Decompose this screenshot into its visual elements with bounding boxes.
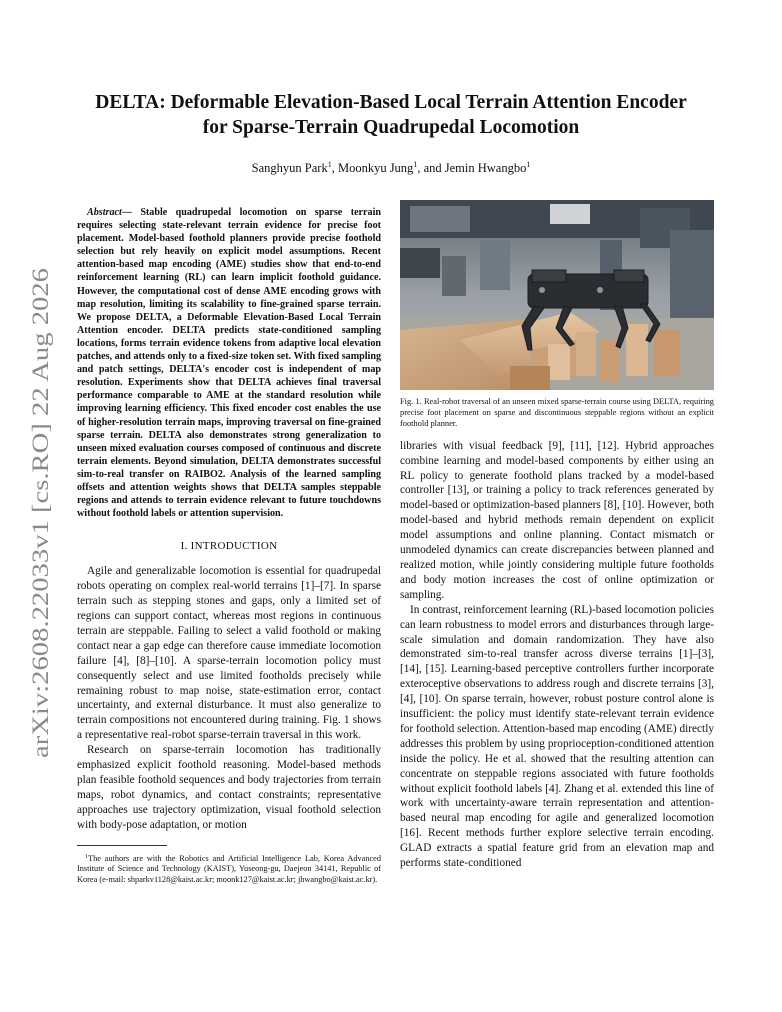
section-title-first-letter: I (190, 540, 195, 553)
right-paragraph-1: libraries with visual feedback [9], [11], [12]. Hybrid approaches combine learning and model-based components by either using an RL policy to generate foothold plans tracked by a model-based controller [13], or training a policy to track references generated by model-based or optimization-based planners [8], [10]. However, both model-based and hybrid methods remain dependent on explicit model assumptions and online planning. Contact mismatch or unmodeled dynamics can create discrepancies between planned and realized motion, while jointly considering multiple future footholds and body motion increases the cost of online optimization or sampling. (400, 439, 714, 601)
intro-paragraph-2: Research on sparse-terrain locomotion has traditionally emphasized explicit foothold reasoning. Model-based methods plan feasible foothold sequences and body trajectories from terrain maps, robot dynamics, and contact constraints; representative approaches use trajectory optimization, visual foothold selection with body-pose adaptation, or motion (77, 744, 381, 831)
left-column (77, 206, 381, 886)
footnote-text: The authors are with the Robotics and Artificial Intelligence Lab, Korea Advanced Institute of Science and Technology (KAIST), Yuseong-gu, Daejeon 34141, Republic of Korea (e-mail: shparkv1128@kaist.ac.kr; moonk127@kaist.ac.kr; jhwangbo@kaist.ac.kr). (77, 853, 381, 885)
author-3: Jemin Hwangbo (444, 161, 527, 175)
section-number: I. (180, 540, 191, 553)
arxiv-identifier (18, 268, 58, 758)
affiliation-footnote (77, 852, 381, 886)
robot-photo-illustration (400, 200, 714, 390)
footnote-divider (77, 845, 167, 846)
arxiv-identifier-text: arXiv:2608.22033v1 [cs.RO] 22 Aug 2026 (28, 364, 53, 758)
intro-paragraph-1: Agile and generalizable locomotion is essential for quadrupedal robots operating on complex real-world terrains [1]–[7]. In sparse terrain such as stepping stones and gaps, only a limited set of regions can support contact, whereas most regions in continuous terrain are steppable. Failing to select a valid foothold or making contact near a gap edge can therefore cause immediate locomotion failure [4], [8]–[10]. A sparse-terrain locomotion policy must consequently select and use limited footholds precisely while remaining robust to map noise, state-estimation error, contact uncertainty, and external disturbance. It must also generalize to terrain compositions not encountered during training. Fig. 1 shows a representative real-robot sparse-terrain traversal in this work. (77, 565, 381, 742)
right-paragraph-2: In contrast, reinforcement learning (RL)-based locomotion policies can learn robustness to model errors and disturbances through large-scale simulation and domain randomization. They have also demonstrated sim-to-real transfer across diverse terrains [1]–[3], [14], [15]. Learning-based perceptive controllers further incorporate exteroceptive observations to address rough and discrete terrains [3], [4], [10]. On sparse terrain, however, robust posture control alone is insufficient: the policy must identify state-relevant terrain evidence for foothold selection. Attention-based map encoding (AME) directly addresses this problem by using proprioception-conditioned attention inside the policy. He et al. showed that the resulting attention can concentrate on steppable regions associated with future footholds without explicit foothold labels [4]. Zhang et al. extended this line of work with uncertainty-aware terrain representation and attention-based neural map encoding for agile and generalized locomotion [16]. Recent methods further explore selective terrain encoding. GLAD extracts a spatial feature grid from an elevation map and performs state-conditioned (400, 603, 714, 870)
author-separator-2: , and (417, 161, 445, 175)
title-line-1: DELTA: Deformable Elevation-Based Local Terrain Attention Encoder (95, 92, 687, 113)
author-2: Moonkyu Jung (337, 161, 414, 175)
author-2-affiliation: 1 (413, 160, 418, 169)
abstract-text: Stable quadrupedal locomotion on sparse terrain requires selecting state-relevant terrain evidence for precise foot placement. Model-based foothold planners provide precise foothold selection but rely heavily on explicit model assumptions. Recent attention-based map encoding (AME) studies show that end-to-end reinforcement learning (RL) can learn implicit foothold guidance. However, the computational cost of dense AME encoding grows with map resolution, limiting its scalability to fine-grained sparse terrain. We propose DELTA, a Deformable Elevation-Based Local Terrain Attention encoder. DELTA predicts state-conditioned sampling locations, forms terrain evidence tokens from adaptive local elevation patches, and attends only to a fixed-size token set. With fixed sampling and patch settings, DELTA's encoder cost is independent of map resolution. Experiments show that DELTA achieves final traversal performance comparable to AME at the standard resolution while improving learning efficiency. This fixed encoder cost enables the use of higher-resolution terrain maps, improving traversal on fine-grained sparse terrain. DELTA also demonstrates strong generalization to unseen mixed evaluation courses composed of continuous and discrete terrain elements. Beyond simulation, DELTA demonstrates successful sim-to-real transfer on RAIBO2. Analysis of the learned sampling offsets and attention weights shows that DELTA samples steppable regions and attends to terrain evidence relevant to future touchdowns without foothold labels or attention supervision. (77, 207, 381, 520)
abstract (77, 206, 381, 520)
author-3-affiliation: 1 (526, 160, 531, 169)
figure-caption: Fig. 1. Real-robot traversal of an unseen mixed sparse-terrain course using DELTA, requiring precise foot placement on sparse and discontinuous steppable regions without an explicit foothold planner. (400, 397, 714, 428)
paper-title (60, 90, 722, 140)
author-separator-1: , (331, 161, 338, 175)
footnote-marker: 1 (85, 853, 88, 860)
abstract-dash: — (121, 207, 141, 218)
right-column (400, 200, 714, 871)
author-1: Sanghyun Park (251, 161, 328, 175)
title-line-2: for Sparse-Terrain Quadrupedal Locomotion (202, 117, 580, 138)
author-1-affiliation: 1 (327, 160, 332, 169)
section-heading-introduction (77, 540, 381, 552)
arxiv-identifier-svg (18, 268, 58, 758)
section-title-rest: NTRODUCTION (194, 540, 278, 553)
author-list (60, 160, 722, 176)
abstract-label: Abstract (87, 207, 122, 218)
figure-robot-photo (400, 200, 714, 390)
